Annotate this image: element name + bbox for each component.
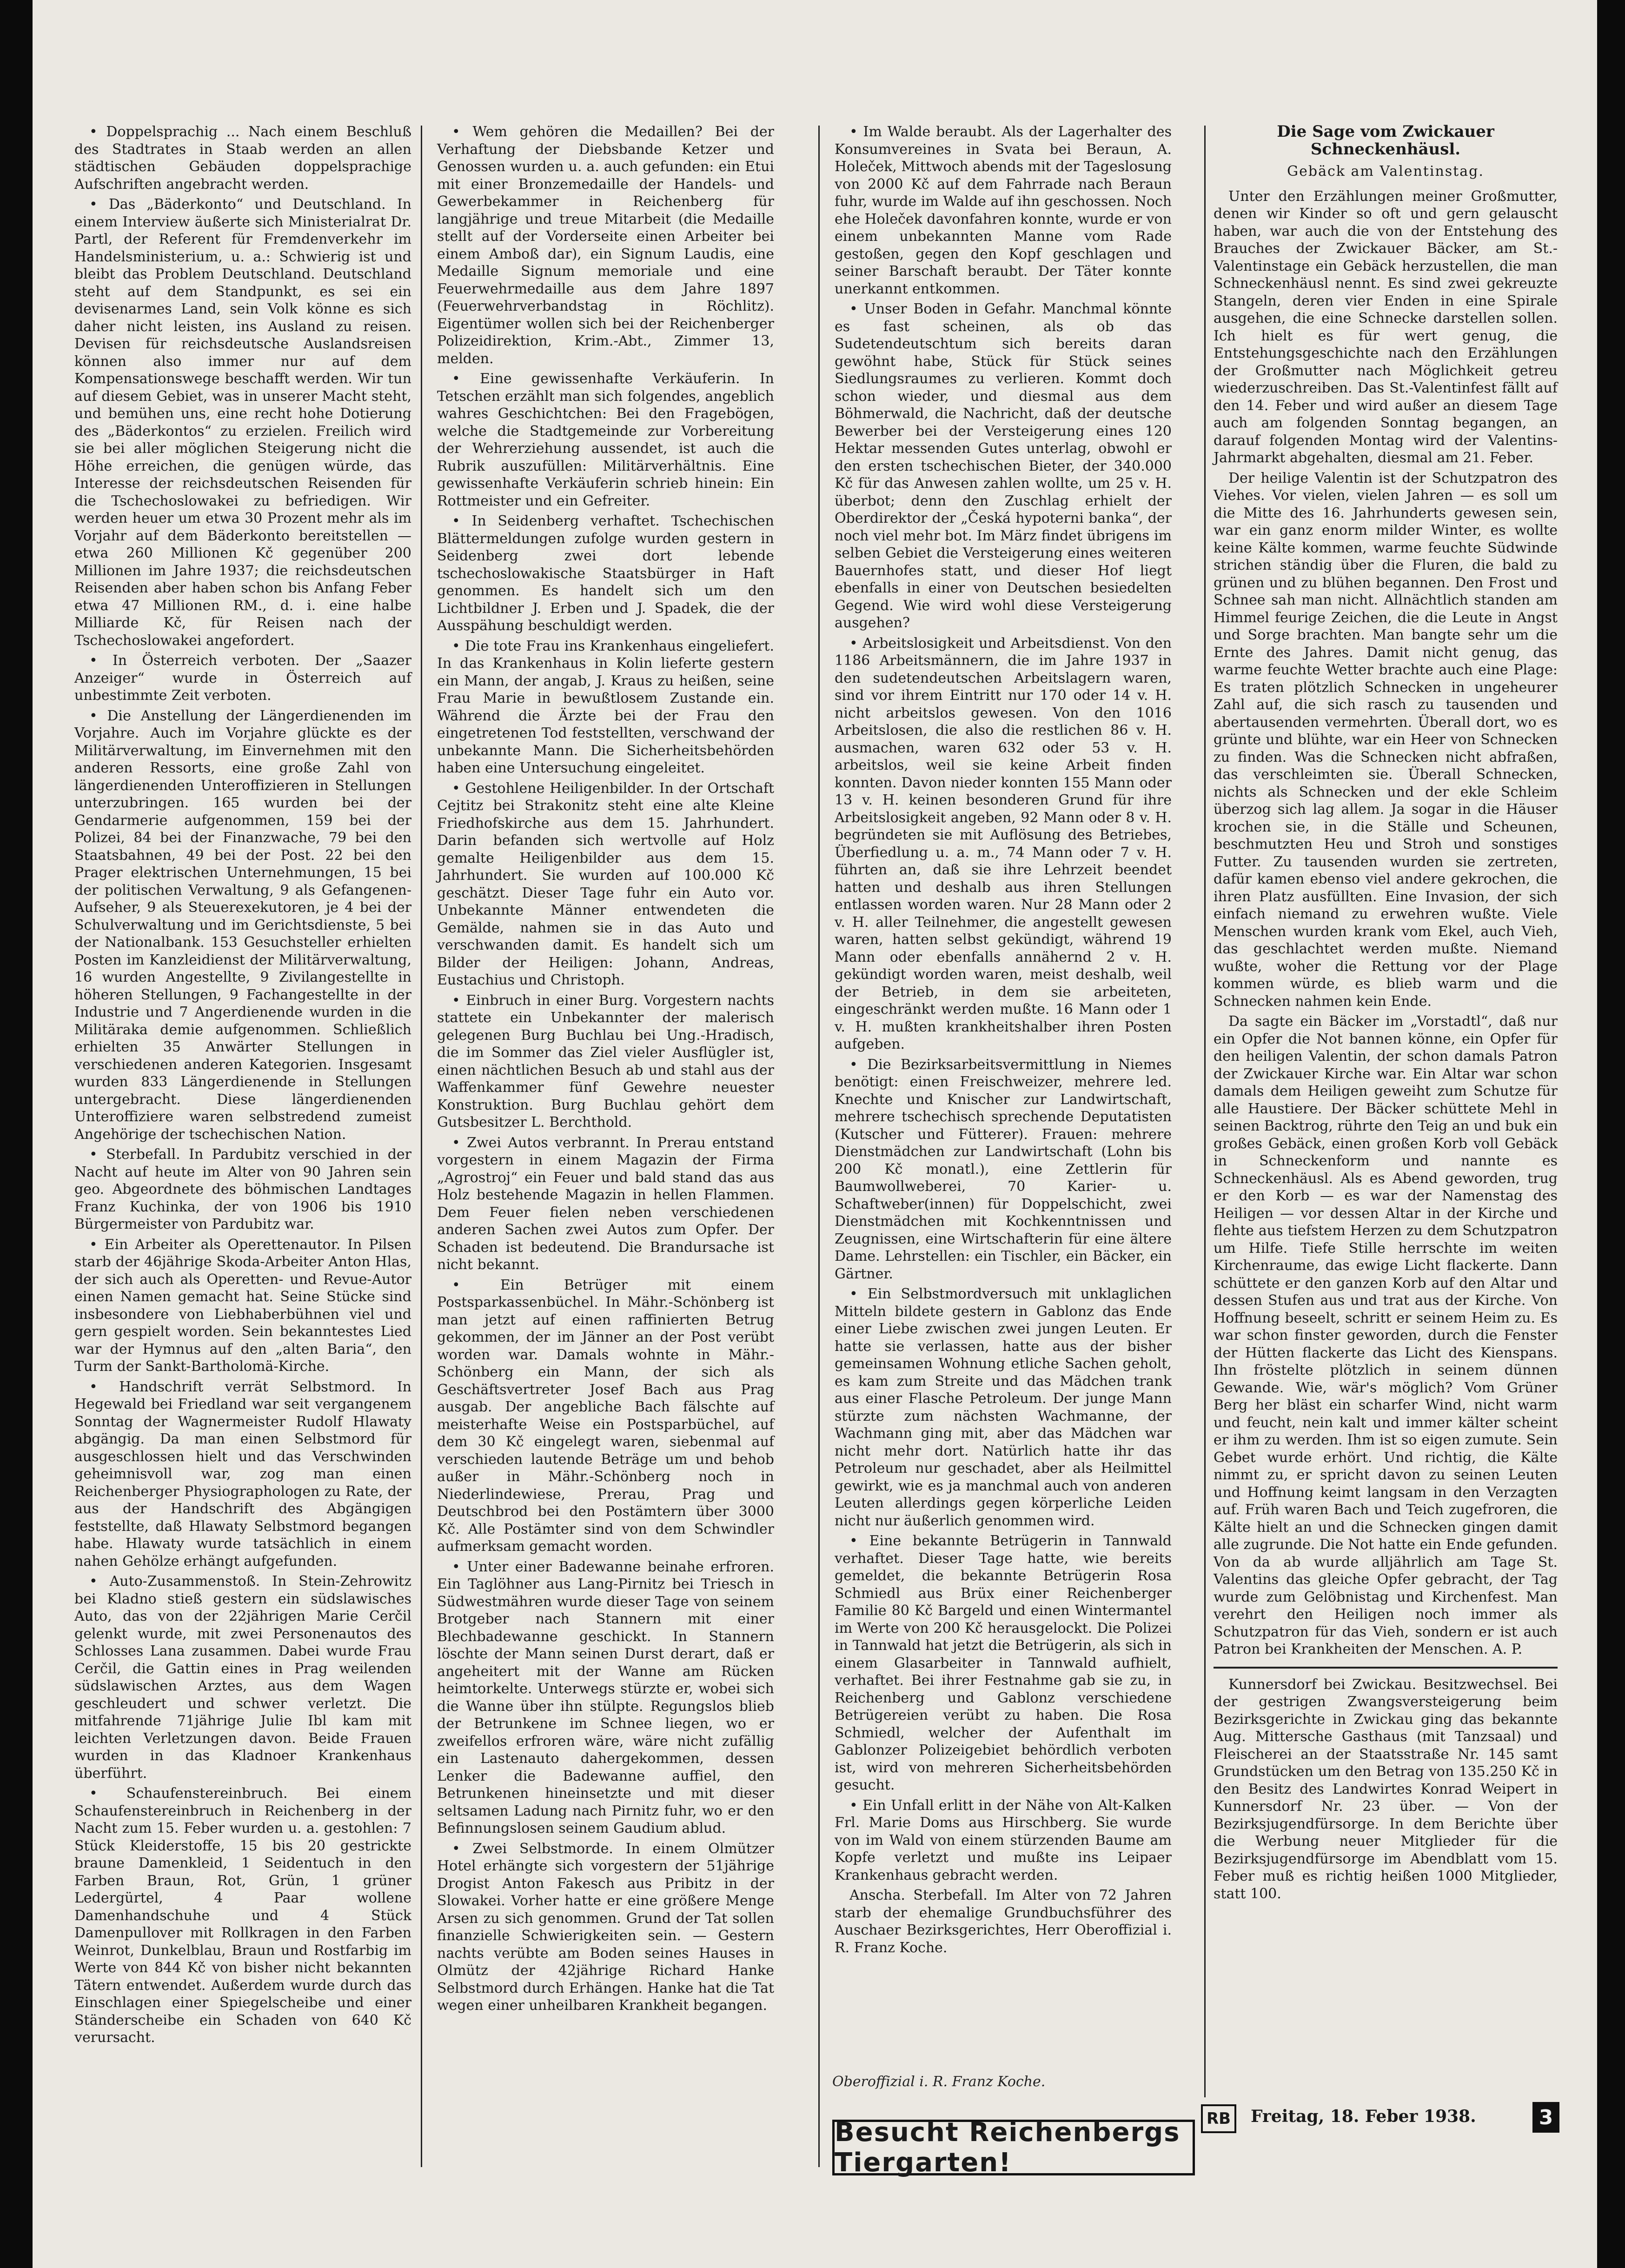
paragraph: Kunnersdorf bei Zwickau. Besitzwechsel. Bei der gestrigen Zwangsversteigerung beim Bezirksgerichte in Zwickau ging das bekannte Aug. Mittersche Gasthaus (mit Tanzsaal) und Fleischerei an der Staatsstraße Nr. 145 samt Grundstücken um den Betrag von 135.250 Kč in den Besitz des Landwirtes Konrad Weipert in Kunnersdorf Nr. 23 über. — Von der Bezirksjugendfürsorge. In dem Berichte über die Werbung neuer Mitglieder für die Bezirksjugendfürsorge im Abendblatt vom 15. Feber muß es richtig heißen 1000 Mitglieder, statt 100. bbox=[1214, 1676, 1558, 1902]
paragraph: Unter den Erzählungen meiner Großmutter, denen wir Kinder so oft und gern gelauscht haben, war auch die von der Entstehung des Brauches der Zwickauer Bäcker, am St.-Valentinstage ein Gebäck herzustellen, die man Schneckenhäusl nennt. Es sind zwei gekreuzte Stangeln, deren vier Enden in eine Spirale ausgehen, die eine Schnecke darstellen sollen. Ich hielt es für wert genug, die Entstehungsgeschichte nach den Erzählungen der Großmutter nach Möglichkeit getreu wiederzuschreiben. Das St.-Valentinfest fällt auf den 14. Feber und wird außer an diesem Tage auch am folgenden Sonntag begangen, an darauf folgenden Montag wird der Valentins-Jahrmarkt abgehalten, diesmal am 21. Feber. bbox=[1214, 188, 1558, 466]
paragraph: • Die Bezirksarbeitsvermittlung in Niemes benötigt: einen Freischweizer, mehrere led. Knechte und Knischer zur Landwirtschaft, mehrere tschechisch sprechende Deputatisten (Kutscher und Fütterer). Frauen: mehrere Dienstmädchen zur Landwirtschaft (Lohn bis 200 Kč monatl.), eine Zettlerin für Baumwollweberei, 70 Karier- u. Schaftweber(innen) für Doppelschicht, zwei Dienstmädchen mit Kochkenntnissen und Zeugnissen, eine Wirtschafterin für eine ältere Dame. Lehrstellen: ein Tischler, ein Bäcker, ein Gärtner. bbox=[835, 1056, 1172, 1282]
paragraph: • Ein Arbeiter als Operettenautor. In Pilsen starb der 46jährige Skoda-Arbeiter Anton Hlas, der sich auch als Operetten- und Revue-Autor einen Namen gemacht hat. Seine Stücke sind insbesondere von Liebhaberbühnen viel und gern gespielt worden. Sein bekanntestes Lied war der Hymnus auf den „alten Baria“, den Turm der Sankt-Bartholomä-Kirche. bbox=[74, 1236, 411, 1375]
paragraph: • Gestohlene Heiligenbilder. In der Ortschaft Cejtitz bei Strakonitz steht eine alte Kleine Friedhofskirche aus dem 15. Jahrhundert. Darin befanden sich wertvolle auf Holz gemalte Heiligenbilder aus dem 15. Jahrhundert. Sie wurden auf 100.000 Kč geschätzt. Dieser Tage fuhr ein Auto vor. Unbekannte Männer entwendeten die Gemälde, nahmen sie in das Auto und verschwanden damit. Es handelt sich um Bilder der Heiligen: Johann, Andreas, Eustachius und Christoph. bbox=[437, 780, 774, 988]
paragraph: • Sterbefall. In Pardubitz verschied in der Nacht auf heute im Alter von 90 Jahren sein geo. Abgeordnete des böhmischen Landtages Franz Kuchinka, der von 1906 bis 1910 Bürgermeister von Pardubitz war. bbox=[74, 1146, 411, 1232]
paragraph: • Auto-Zusammenstoß. In Stein-Zehrowitz bei Kladno stieß gestern ein südslawisches Auto, das von der 22jährigen Marie Cerčil gelenkt wurde, mit zwei Personenautos des Schlosses Lana zusammen. Dabei wurde Frau Cerčil, die Gattin eines in Prag weilenden südslawischen Arztes, aus dem Wagen geschleudert und schwer verletzt. Die mitfahrende 71jährige Julie Ibl kam mit leichten Verletzungen davon. Beide Frauen wurden in das Kladnoer Krankenhaus überführt. bbox=[74, 1573, 411, 1782]
column-1 bbox=[74, 123, 411, 2049]
paragraph: • Das „Bäderkonto“ und Deutschland. In einem Interview äußerte sich Ministerialrat Dr. Partl, der Referent für Fremdenverkehr im Handelsministerium, u. a.: Schwierig ist und bleibt das Problem Deutschland. Deutschland steht auf dem Standpunkt, es sei ein devisenarmes Land, sein Volk könne es sich daher nicht leisten, ins Ausland zu reisen. Devisen für reichsdeutsche Auslandsreisen können also immer nur auf dem Kompensationswege beschafft werden. Wir tun auf diesem Gebiet, was in unserer Macht steht, und bemühen uns, eine recht hohe Dotierung des „Bäderkontos“ zu erzielen. Freilich wird sie bei aller möglichen Steigerung nicht die Höhe erreichen, die genügen würde, das Interesse der reichsdeutschen Reisenden für die Tschechoslowakei zu befriedigen. Wir werden heuer um etwa 30 Prozent mehr als im Vorjahr auf dem Bäderkonto bereitstellen — etwa 260 Millionen Kč gegenüber 200 Millionen im Jahre 1937; die reichsdeutschen Reisenden aber haben schon bis Anfang Feber etwa 47 Millionen RM., d. i. eine halbe Milliarde Kč, für Reisen nach der Tschechoslowakei angefordert. bbox=[74, 196, 411, 649]
paragraph: • Handschrift verrät Selbstmord. In Hegewald bei Friedland war seit vergangenem Sonntag der Wagnermeister Rudolf Hlawaty abgängig. Da man einen Selbstmord für ausgeschlossen hielt und das Verschwinden geheimnisvoll war, zog man einen Reichenberger Physiographologen zu Rate, der aus der Handschrift des Abgängigen feststellte, daß Hlawaty Selbstmord begangen habe. Hlawaty wurde tatsächlich in einem nahen Gehölze erhängt aufgefunden. bbox=[74, 1378, 411, 1570]
paragraph: • Ein Betrüger mit einem Postsparkassenbüchel. In Mähr.-Schönberg ist man jetzt auf einen raffinierten Betrug gekommen, der im Jänner an der Post verübt worden war. Damals wohnte in Mähr.-Schönberg ein Mann, der sich als Geschäftsvertreter Josef Bach aus Prag ausgab. Der angebliche Bach fälschte auf meisterhafte Weise ein Postsparbüchel, auf dem 30 Kč eingelegt waren, siebenmal auf verschieden lautende Beträge um und behob außer in Mähr.-Schönberg noch in Niederlindewiese, Prerau, Prag und Deutschbrod bei den Postämtern über 3000 Kč. Alle Postämter sind von dem Schwindler aufmerksam gemacht worden. bbox=[437, 1277, 774, 1555]
tiergarten-advert: Besucht Reichenbergs Tiergarten! bbox=[832, 2120, 1195, 2175]
article-body bbox=[1214, 188, 1558, 1658]
article-subtitle: Gebäck am Valentinstag. bbox=[1287, 163, 1484, 180]
column-3 bbox=[835, 123, 1172, 1959]
paragraph: • Unter einer Badewanne beinahe erfroren. Ein Taglöhner aus Lang-Pirnitz bei Triesch in Südwestmähren wurde dieser Tage von seinem Brotgeber nach Stannern mit einer Blechbadewanne geschickt. In Stannern löschte der Mann seinen Durst derart, daß er angeheitert mit der Wanne am Rücken heimtorkelte. Unterwegs stürzte er, wobei sich die Wanne über ihn stülpte. Regungslos blieb der Betrunkene im Schnee liegen, wo er zweifellos erfroren wäre, wäre nicht zufällig ein Lastenauto dahergekommen, dessen Lenker die Badewanne auffiel, den Betrunkenen hineinsetzte und mit dieser seltsamen Ladung nach Pirnitz fuhr, wo er den Befinnungslosen seinem Gaudium ablud. bbox=[437, 1558, 774, 1836]
paragraph: • Unser Boden in Gefahr. Manchmal könnte es fast scheinen, als ob das Sudetendeutschtum sich bereits daran gewöhnt habe, Stück für Stück seines Siedlungsraumes zu verlieren. Kommt doch schon wieder, und diesmal aus dem Böhmerwald, die Nachricht, daß der deutsche Bewerber bei der Versteigerung eines 120 Hektar messenden Gutes unterlag, obwohl er den ersten tschechischen Bieter, der 340.000 Kč für das Anwesen zahlen wollte, um 25 v. H. überbot; denn den Zuschlag erhielt der Oberdirektor der „Česká hypoterni banka“, der noch viel mehr bot. Im März findet übrigens im selben Gebiet die Versteigerung eines weiteren Bauernhofes statt, und dieser Hof liegt ebenfalls in einer von Deutschen besiedelten Gegend. Wie wird wohl diese Versteigerung ausgehen? bbox=[835, 301, 1172, 631]
column-rule-2 bbox=[818, 126, 820, 2167]
right-scan-edge bbox=[1597, 0, 1625, 2268]
paragraph: Da sagte ein Bäcker im „Vorstadtl“, daß nur ein Opfer die Not bannen könne, ein Opfer für den heiligen Valentin, der schon damals Patron der Zwickauer Kirche war. Ein Altar war schon damals dem Heiligen geweiht zum Schutze für alle Haustiere. Der Bäcker schüttete Mehl in seinen Backtrog, rührte den Teig an und buk ein großes Gebäck, einen großen Korb voll Gebäck in Schneckenform und nannte es Schneckenhäusl. Als es Abend geworden, trug er den Korb — es war der Namenstag des Heiligen — vor dessen Altar in der Kirche und flehte aus tiefstem Herzen zu dem Schutzpatron um Hilfe. Tiefe Stille herrschte im weiten Kirchenraume, das ewige Licht flackerte. Dann schüttete er den ganzen Korb auf den Altar und dessen Stufen aus und trat aus der Kirche. Von Hoffnung beseelt, schritt er seinem Heim zu. Es war schon finster geworden, durch die Fenster der Hütten flackerte das Licht des Kienspans. Ihn fröstelte plötzlich in seinem dünnen Gewande. Wie, wär's möglich? Vom Grüner Berg her bläst ein scharfer Wind, nicht warm und feucht, nein kalt und immer kälter scheint er ihm zu werden. Ihm ist so eigen zumute. Sein Gebet wurde erhört. Und richtig, die Kälte nimmt zu, er spricht davon zu seinen Leuten und Hoffnung keimt langsam in den Verzagten auf. Früh waren Bach und Teich zugefroren, die Kälte hielt an und die Schnecken gingen damit alle zugrunde. Die Not hatte ein Ende gefunden. Von da ab wurde alljährlich am Tage St. Valentins das gleiche Opfer gebracht, der Tag wurde zum Gelöbnistag und Kirchenfest. Man verehrt den Heiligen noch immer als Schutzpatron für das Vieh, sondern er ist auch Patron bei Krankheiten der Menschen. A. P. bbox=[1214, 1013, 1558, 1657]
masthead-mark: RB bbox=[1201, 2104, 1236, 2133]
paragraph: • Im Walde beraubt. Als der Lagerhalter des Konsumvereines in Svata bei Beraun, A. Holeček, Mittwoch abends mit der Tageslosung von 2000 Kč auf dem Fahrrade nach Beraun fuhr, wurde im Walde auf ihn geschossen. Noch ehe Holeček davonfahren konnte, wurde er von einem unbekannten Manne vom Rade gestoßen, gegen den Kopf geschlagen und seiner Barschaft beraubt. Der Täter konnte unerkannt entkommen. bbox=[835, 124, 1172, 297]
column-rule-1 bbox=[421, 126, 422, 2167]
paragraph: • Zwei Selbstmorde. In einem Olmützer Hotel erhängte sich vorgestern der 51jährige Drogist Anton Fakesch aus Pribitz in der Slowakei. Vorher hatte er eine größere Menge Arsen zu sich genommen. Grund der Tat sollen finanzielle Schwierigkeiten sein. — Gestern nachts verübte am Boden seines Hauses in Olmütz der 42jährige Richard Hanke Selbstmord durch Erhängen. Hanke hat die Tat wegen einer unheilbaren Krankheit begangen. bbox=[437, 1840, 774, 2014]
column-4 bbox=[1214, 123, 1558, 1905]
column-2 bbox=[437, 123, 774, 2017]
page-number: 3 bbox=[1532, 2102, 1559, 2133]
paragraph: • Doppelsprachig ... Nach einem Beschluß des Stadtrates in Staab werden an allen städtischen Gebäuden doppelsprachige Aufschriften angebracht werden. bbox=[74, 124, 411, 193]
article-title: Die Sage vom Zwickauer Schneckenhäusl. bbox=[1277, 122, 1494, 159]
paragraph: • Wem gehören die Medaillen? Bei der Verhaftung der Diebsbande Ketzer und Genossen wurden u. a. auch gefunden: ein Etui mit einer Bronzemedaille der Handels- und Gewerbekammer in Reichenberg für langjährige und treue Mitarbeit (die Medaille stellt auf der Vorderseite einen Arbeiter bei einem Amboß dar), ein Signum Laudis, eine Medaille Signum memoriale und eine Feuerwehrmedaille aus dem Jahre 1897 (Feuerwehrverbandstag in Röchlitz). Eigentümer wollen sich bei der Reichenberger Polizeidirektion, Krim.-Abt., Zimmer 13, melden. bbox=[437, 124, 774, 367]
paragraph: • In Österreich verboten. Der „Saazer Anzeiger“ wurde in Österreich auf unbestimmte Zeit verboten. bbox=[74, 652, 411, 704]
torn-line: Oberoffizial i. R. Franz Koche. bbox=[832, 2074, 1046, 2090]
local-news bbox=[1214, 1676, 1558, 1903]
left-scan-edge bbox=[0, 0, 33, 2268]
column-rule-3 bbox=[1204, 126, 1206, 2097]
paragraph: • In Seidenberg verhaftet. Tschechischen Blättermeldungen zufolge wurden gestern in Seidenberg zwei dort lebende tschechoslowakische Staatsbürger in Haft genommen. Es handelt sich um den Lichtbildner J. Erben und J. Spadek, die der Ausspähung beschuldigt werden. bbox=[437, 513, 774, 634]
section-rule bbox=[1214, 1667, 1558, 1669]
paragraph: • Eine bekannte Betrügerin in Tannwald verhaftet. Dieser Tage hatte, wie bereits gemeldet, die bekannte Betrügerin Rosa Schmiedl aus Brüx einer Reichenberger Familie 80 Kč Bargeld und einen Wintermantel im Werte von 200 Kč herausgelockt. Die Polizei in Tannwald hat jetzt die Betrügerin, als sich in einem Glasarbeiter in Tannwald aufhielt, verhaftet. Bei ihrer Festnahme gab sie zu, in Reichenberg und Gablonz verschiedene Betrügereien verübt zu haben. Die Rosa Schmiedl, welcher der Aufenthalt im Gablonzer Polizeigebiet behördlich verboten ist, wird von mehreren Sicherheitsbehörden gesucht. bbox=[835, 1533, 1172, 1793]
paragraph: • Ein Unfall erlitt in der Nähe von Alt-Kalken Frl. Marie Doms aus Hirschberg. Sie wurde von im Wald von einem stürzenden Baume am Kopfe verletzt und mußte ins Leipaer Krankenhaus gebracht werden. bbox=[835, 1797, 1172, 1883]
paragraph: Der heilige Valentin ist der Schutzpatron des Viehes. Vor vielen, vielen Jahren — es soll um die Mitte des 16. Jahrhunderts gewesen sein, war ein ganz enorm milder Winter, es wollte keine Kälte kommen, warme feuchte Südwinde strichen ständig über die Fluren, die bald zu grünen und zu blühen begannen. Den Frost und Schnee sah man nicht. Allnächtlich standen am Himmel feurige Zeichen, die die Leute in Angst und Sorge brachten. Man bangte sehr um die Ernte des Jahres. Damit nicht genug, das warme feuchte Wetter brachte auch eine Plage: Es traten plötzlich Schnecken in ungeheurer Zahl auf, die sich rasch zu tausenden und abertausenden vermehrten. Überall dort, wo es grünte und blühte, war ein Heer von Schnecken zu finden. Was die Schnecken nicht abfraßen, das verschleimten sie. Überall Schnecken, nichts als Schnecken und der ekle Schleim überzog sich lag allem. Ja sogar in die Häuser krochen sie, in die Ställe und Scheunen, beschmutzten Heu und Stroh und sonstiges Futter. Zu tausenden wurden sie zertreten, dafür kamen ebenso viel andere gekrochen, die ihren Platz ausfüllten. Eine Invasion, der sich einfach niemand zu erwehren wußte. Viele Menschen wurden krank vom Ekel, auch Vieh, das geschlachtet werden mußte. Niemand wußte, woher die Rettung vor der Plage kommen würde, es blieb warm und die Schnecken nahmen kein Ende. bbox=[1214, 470, 1558, 1010]
paragraph: • Einbruch in einer Burg. Vorgestern nachts stattete ein Unbekannter der malerisch gelegenen Burg Buchlau bei Ung.-Hradisch, die im Sommer das Ziel vieler Ausflügler ist, einen nächtlichen Besuch ab und stahl aus der Waffenkammer fünf Gewehre neuester Konstruktion. Burg Buchlau gehört dem Gutsbesitzer L. Berchthold. bbox=[437, 992, 774, 1131]
paragraph: Anscha. Sterbefall. Im Alter von 72 Jahren starb der ehemalige Grundbuchsführer des Auschaer Bezirksgerichtes, Herr Oberoffizial i. R. Franz Koche. bbox=[835, 1887, 1172, 1956]
paragraph: • Die Anstellung der Längerdienenden im Vorjahre. Auch im Vorjahre glückte es der Militärverwaltung, im Einvernehmen mit den anderen Ressorts, eine große Zahl von längerdienenden Unteroffizieren in Stellungen unterzubringen. 165 wurden bei der Gendarmerie aufgenommen, 159 bei der Polizei, 84 bei der Finanzwache, 79 bei den Staatsbahnen, 49 bei der Post. 22 bei den Prager elektrischen Unternehmungen, 15 bei der politischen Verwaltung, 9 als Gefangenen-Aufseher, 9 als Steuerexekutoren, je 4 bei der Schulverwaltung und im Gerichtsdienste, 5 bei der Nationalbank. 153 Gesuchsteller erhielten Posten im Kanzleidienst der Militärverwaltung, 16 wurden Angestellte, 9 Zivilangestellte in höheren Stellungen, 9 Fachangestellte in der Industrie und 7 Angerdienende wurden in die Militäraka demie aufgenommen. Schließlich erhielten 35 Anwärter Stellungen in verschiedenen anderen Kategorien. Insgesamt wurden 833 Längerdienende in Stellungen untergebracht. Diese längerdienenden Unteroffiziere waren selbstredend zumeist Angehörige der tschechischen Nation. bbox=[74, 707, 411, 1143]
paragraph: • Schaufenstereinbruch. Bei einem Schaufenstereinbruch in Reichenberg in der Nacht zum 15. Feber wurden u. a. gestohlen: 7 Stück Kleiderstoffe, 15 bis 20 gestrickte braune Damenkleid, 1 Seidentuch in den Farben Braun, Rot, Grün, 1 grüner Ledergürtel, 4 Paar wollene Damenhandschuhe und 4 Stück Damenpullover mit Rollkragen in den Farben Weinrot, Dunkelblau, Braun und Rostfarbig im Werte von 844 Kč von bisher nicht bekannten Tätern entwendet. Außerdem wurde durch das Einschlagen einer Spiegelscheibe und einer Ständerscheibe ein Schaden von 640 Kč verursacht. bbox=[74, 1785, 411, 2046]
paragraph: • Eine gewissenhafte Verkäuferin. In Tetschen erzählt man sich folgendes, angeblich wahres Geschichtchen: Bei den Fragebögen, welche die Stadtgemeinde zur Vorbereitung der Wehrerziehung aussendet, ist auch die Rubrik auszufüllen: Militärverhältnis. Eine gewissenhafte Verkäuferin schrieb hinein: Ein Rottmeister und ein Gefreiter. bbox=[437, 371, 774, 509]
issue-date: Freitag, 18. Feber 1938. bbox=[1251, 2107, 1476, 2126]
paragraph: • Arbeitslosigkeit und Arbeitsdienst. Von den 1186 Arbeitsmännern, die im Jahre 1937 in den sudetendeutschen Arbeitslagern waren, sind vor ihrem Eintritt nur 170 oder 14 v. H. nicht arbeitslos gewesen. Von den 1016 Arbeitslosen, die also die restlichen 86 v. H. ausmachen, waren 632 oder 53 v. H. arbeitslos, weil sie keine Arbeit finden konnten. Davon nieder konnten 155 Mann oder 13 v. H. keinen besonderen Grund für ihre Arbeitslosigkeit angeben, 92 Mann oder 8 v. H. begründeten sie mit Auflösung des Betriebes, Überfiedlung u. a. m., 74 Mann oder 7 v. H. führten an, daß sie ihre Lehrzeit beendet hatten und deshalb aus ihren Stellungen entlassen worden waren. Nur 28 Mann oder 2 v. H. aller Teilnehmer, die angestellt gewesen waren, hatten selbst gekündigt, während 19 Mann oder ebenfalls annähernd 2 v. H. gekündigt worden waren, meist deshalb, weil der Betrieb, in dem sie arbeiteten, eingeschränkt werden mußte. 16 Mann oder 1 v. H. mußten krankheitshalber ihren Posten aufgeben. bbox=[835, 635, 1172, 1052]
paragraph: • Ein Selbstmordversuch mit unklaglichen Mitteln bildete gestern in Gablonz das Ende einer Liebe zwischen zwei jungen Leuten. Er hatte sie verlassen, hatte aus der bisher gemeinsamen Wohnung etliche Sachen geholt, es kam zum Streite und das Mädchen trank aus einer Flasche Petroleum. Der junge Mann stürzte zum nächsten Wachmanne, der Wachmann ging mit, aber das Mädchen war nicht mehr dort. Natürlich hatte ihr das Petroleum nur geschadet, aber als Heilmittel gewirkt, wie es ja manchmal auch von anderen Leuten allerdings gegen körperliche Leiden nicht nur äußerlich genommen wird. bbox=[835, 1286, 1172, 1529]
paragraph: • Zwei Autos verbrannt. In Prerau entstand vorgestern in einem Magazin der Firma „Agrostroj“ ein Feuer und bald stand das aus Holz bestehende Magazin in hellen Flammen. Dem Feuer fielen neben verschiedenen anderen Sachen zwei Autos zum Opfer. Der Schaden ist bedeutend. Die Brandursache ist nicht bekannt. bbox=[437, 1134, 774, 1273]
paragraph: • Die tote Frau ins Krankenhaus eingeliefert. In das Krankenhaus in Kolin lieferte gestern ein Mann, der angab, J. Kraus zu heißen, seine Frau Marie in bewußtlosem Zustande ein. Während die Ärzte bei der Frau den eingetretenen Tod feststellten, verschwand der unbekannte Mann. Die Sicherheitsbehörden haben eine Untersuchung eingeleitet. bbox=[437, 638, 774, 776]
